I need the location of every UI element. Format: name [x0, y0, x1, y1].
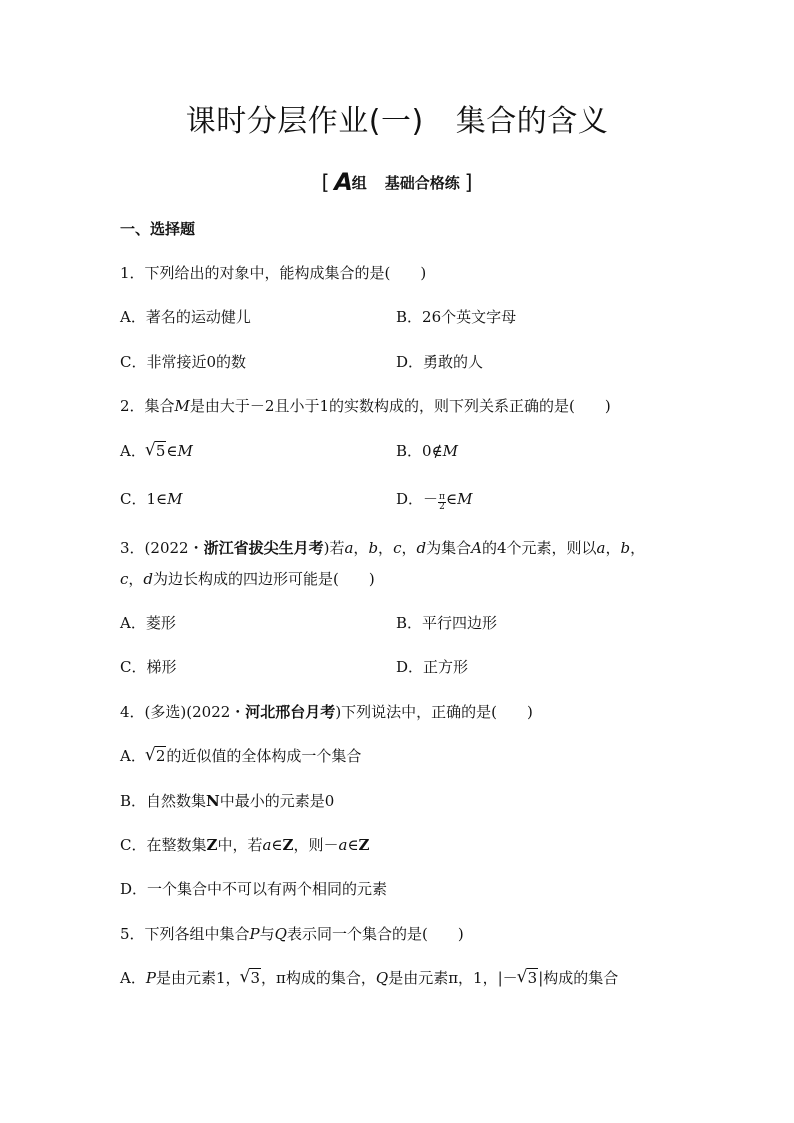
question-source: 河北邢台月考: [245, 703, 336, 721]
sqrt-symbol: √ 3: [518, 969, 539, 987]
question-3-stem-line-1: 3．(2022・浙江省拔尖生月考)若a，b，c，d为集合A的4个元素，则以a，b，: [120, 539, 646, 557]
question-3-stem-line-2: c，d为边长构成的四边形可能是( ): [120, 570, 375, 588]
q3-option-c: C．梯形: [120, 658, 177, 676]
question-4-stem: 4．(多选)(2022・河北邢台月考)下列说法中，正确的是( ): [120, 703, 533, 721]
q2-option-a: A．√ 5∈M: [120, 440, 193, 461]
question-5-stem: 5．下列各组中集合P与Q表示同一个集合的是( ): [120, 925, 464, 943]
title-part-2: 集合的含义: [455, 104, 609, 139]
question-2-stem: 2．集合M是由大于－2且小于1的实数构成的，则下列关系正确的是( ): [120, 397, 611, 415]
fraction: $\frac{\pi}{2}$: [439, 492, 445, 512]
group-word: 组: [351, 174, 367, 192]
sqrt-symbol: √ 2: [146, 747, 167, 765]
group-label: [0, 168, 794, 196]
q5-option-a: A．P是由元素1，√ 3，π构成的集合，Q是由元素π，1，|－√ 3|构成的集合: [120, 967, 618, 988]
q4-option-b: B．自然数集N中最小的元素是0: [120, 792, 335, 810]
q3-option-b: B．平行四边形: [396, 614, 498, 632]
q4-option-c: C．在整数集Z中，若a∈Z，则－a∈Z: [120, 836, 370, 854]
sqrt-symbol: √ 5: [146, 442, 167, 460]
q1-option-d: D．勇敢的人: [396, 353, 484, 371]
q1-option-c: C．非常接近0的数: [120, 353, 247, 371]
q2-option-c: C．1∈M: [120, 490, 183, 508]
question-source: 浙江省拔尖生月考: [203, 539, 324, 557]
title-part-1: 课时分层作业(一): [185, 104, 424, 139]
bracket-right: ]: [464, 170, 473, 194]
section-heading: 一、选择题: [120, 220, 196, 238]
sqrt-symbol: √ 3: [240, 969, 261, 987]
group-level: 基础合格练: [384, 174, 460, 192]
q3-option-d: D．正方形: [396, 658, 469, 676]
q3-option-a: A．菱形: [120, 614, 176, 632]
page-title: [0, 96, 794, 140]
question-1-stem: 1．下列给出的对象中，能构成集合的是( ): [120, 264, 427, 282]
q1-option-a: A．著名的运动健儿: [120, 308, 251, 326]
q4-option-a: A．√ 2的近似值的全体构成一个集合: [120, 745, 361, 766]
bracket-left: [: [321, 170, 330, 194]
q1-option-b: B．26个英文字母: [396, 308, 517, 326]
q4-option-d: D．一个集合中不可以有两个相同的元素: [120, 880, 388, 898]
group-letter: A: [334, 168, 352, 196]
q2-option-d: D．－ $\frac{\pi}{2}$ ∈M: [396, 490, 473, 512]
q2-option-b: B．0∉M: [396, 442, 459, 460]
